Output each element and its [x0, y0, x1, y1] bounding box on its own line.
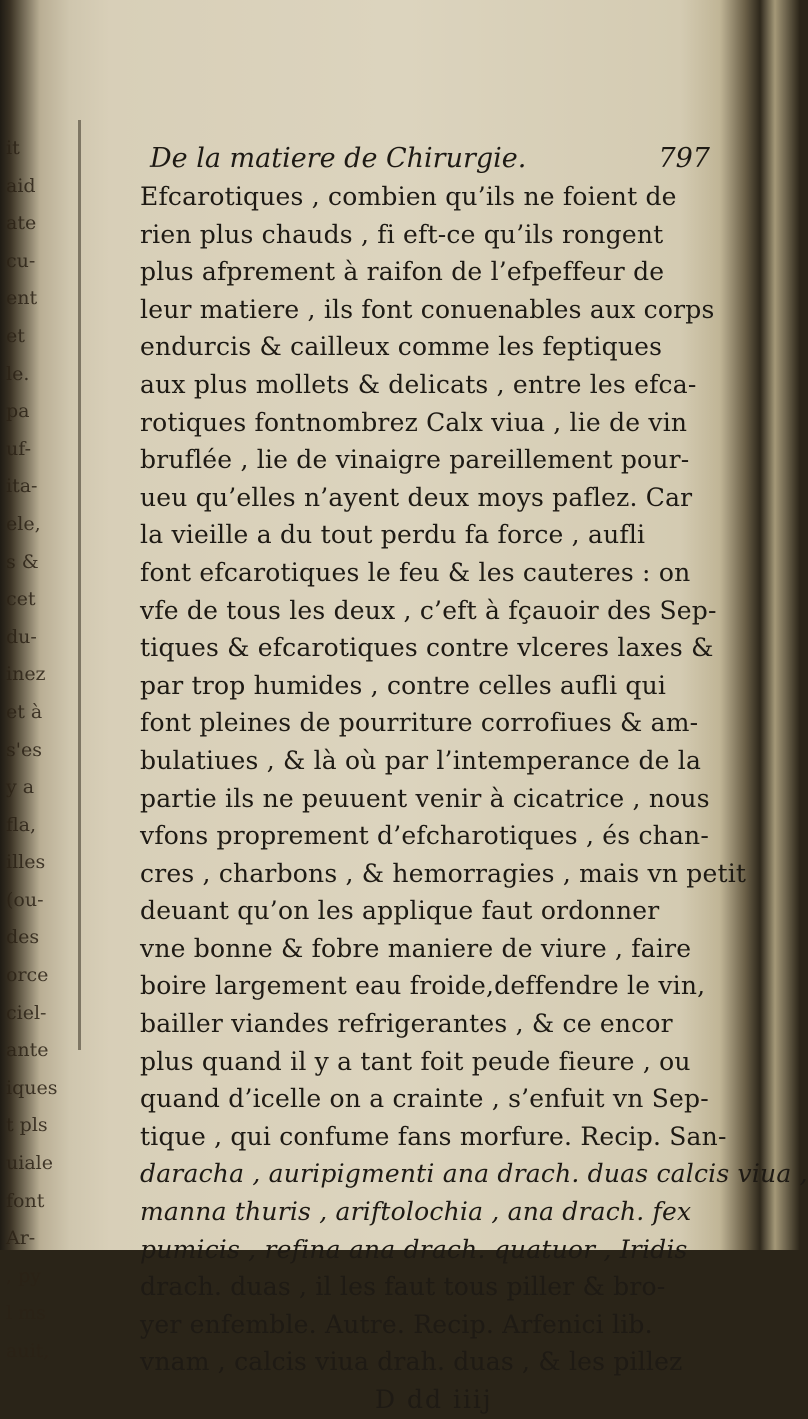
previous-page-fragment: inez — [6, 663, 46, 686]
text-line: endurcis & cailleux comme les feptiques — [140, 332, 663, 362]
previous-page-fragment: (ou- — [6, 888, 44, 911]
text-line: vne bonne & fobre maniere de viure , faire — [140, 933, 692, 963]
text-line: rien plus chauds , fi eft-ce qu’ils rongent — [140, 219, 664, 249]
text-line: par trop humides , contre celles aufli qui — [140, 670, 667, 700]
text-line: vfons proprement d’efcharotiques , és chan- — [140, 821, 710, 851]
previous-page-fragment: iques — [6, 1076, 58, 1099]
previous-page-fragment: des — [6, 926, 40, 949]
text-line: bulatiues , & là où par l’intemperance de la — [140, 745, 702, 775]
text-line: manna thuris , ariftolochia , ana drach. fex — [140, 1197, 692, 1227]
text-line: pumicis , refina ana drach. quatuor , Iridis — [140, 1234, 688, 1264]
text-line: drach. duas , il les faut tous piller & bro- — [140, 1272, 666, 1302]
text-line: font pleines de pourriture corrofiues & am- — [140, 708, 699, 738]
text-line: vnam , calcis viua drah. duas , & les pillez — [140, 1347, 683, 1377]
previous-page-fragment: font — [6, 1189, 45, 1212]
previous-page-fragment: uiale — [6, 1152, 53, 1175]
previous-page-fragment: du- — [6, 625, 37, 648]
running-header — [150, 140, 710, 178]
text-line: yer enfemble. Autre. Recip. Arfenici lib. — [140, 1309, 653, 1339]
previous-page-fragment: s & — [6, 550, 39, 573]
previous-page-fragment: ate — [6, 212, 37, 235]
text-line: rotiques fontnombrez Calx viua , lie de vin — [140, 407, 688, 437]
text-line: partie ils ne peuuent venir à cicatrice , nous — [140, 783, 710, 813]
text-line: plus afprement à raifon de l’efpeffeur de — [140, 257, 665, 287]
previous-page-fragment: Ar- — [6, 1227, 36, 1250]
previous-page-fragment: ita- — [6, 475, 38, 498]
previous-page-fragment: y a — [6, 776, 35, 799]
previous-page-fragment: aid — [6, 174, 36, 197]
page-number: 797 — [658, 143, 710, 174]
text-line: plus quand il y a tant foit peude fieure , ou — [140, 1046, 691, 1076]
text-line: vfe de tous les deux , c’eft à fçauoir des Sep- — [140, 595, 717, 625]
previous-page-fragment: , py — [6, 1264, 41, 1287]
text-line: boire largement eau froide,deffendre le vin, — [140, 971, 706, 1001]
previous-page-fragment: ante — [6, 1039, 49, 1062]
previous-page-fragment: le. — [6, 362, 30, 385]
previous-page-fragment: cu- — [6, 249, 36, 272]
previous-page-fragment: uf- — [6, 437, 32, 460]
previous-page-fragment: it — [6, 137, 20, 159]
text-line: quand d’icelle on a crainte , s’enfuit vn Sep- — [140, 1084, 709, 1114]
text-line: deuant qu’on les applique faut ordonner — [140, 896, 660, 926]
previous-page-fragment: ele, — [6, 512, 41, 535]
signature-mark: D dd iiij — [375, 1385, 493, 1414]
previous-page-fragment: pa — [6, 400, 30, 423]
gutter-shadow — [78, 120, 81, 1050]
text-line: bailler viandes refrigerantes , & ce encor — [140, 1009, 673, 1039]
text-line: tiques & efcarotiques contre vlceres laxes & — [140, 633, 714, 663]
previous-page-fragment: et — [6, 324, 25, 347]
text-line: la vieille a du tout perdu fa force , aufli — [140, 520, 646, 550]
running-head-title: De la matiere de Chirurgie. — [150, 143, 527, 174]
previous-page-fragment: orce — [6, 964, 49, 987]
previous-page-fragment: ent — [6, 287, 38, 310]
previous-page-fragment: l ms — [6, 1302, 46, 1325]
previous-page-edge — [0, 130, 70, 1362]
text-line: ueu qu’elles n’ayent deux moys paflez. Car — [140, 482, 693, 512]
text-line: font efcarotiques le feu & les cauteres : on — [140, 557, 691, 587]
text-line: Efcarotiques , combien qu’ils ne foient de — [140, 182, 677, 211]
text-line: aux plus mollets & delicats , entre les efca- — [140, 369, 697, 399]
page-body — [140, 140, 808, 1419]
text-line: cres , charbons , & hemorragies , mais vn petit — [140, 858, 747, 888]
text-line: bruflée , lie de vinaigre pareillement pour- — [140, 445, 690, 475]
previous-page-fragment: et à — [6, 700, 43, 723]
previous-page-fragment: fla, — [6, 813, 37, 836]
text-line: daracha , auripigmenti ana drach. duas calcis viua , — [140, 1159, 808, 1189]
text-line: leur matiere , ils font conuenables aux corps — [140, 294, 715, 324]
text-line: tique , qui confume fans morfure. Recip. San- — [140, 1121, 727, 1151]
previous-page-fragment: t pls — [6, 1114, 48, 1137]
previous-page-fragment: illes — [6, 851, 46, 874]
previous-page-fragment: s'es — [6, 738, 42, 761]
previous-page-fragment: auit, — [6, 1340, 50, 1362]
previous-page-fragment: ciel- — [6, 1001, 47, 1024]
previous-page-fragment: cet — [6, 588, 36, 611]
